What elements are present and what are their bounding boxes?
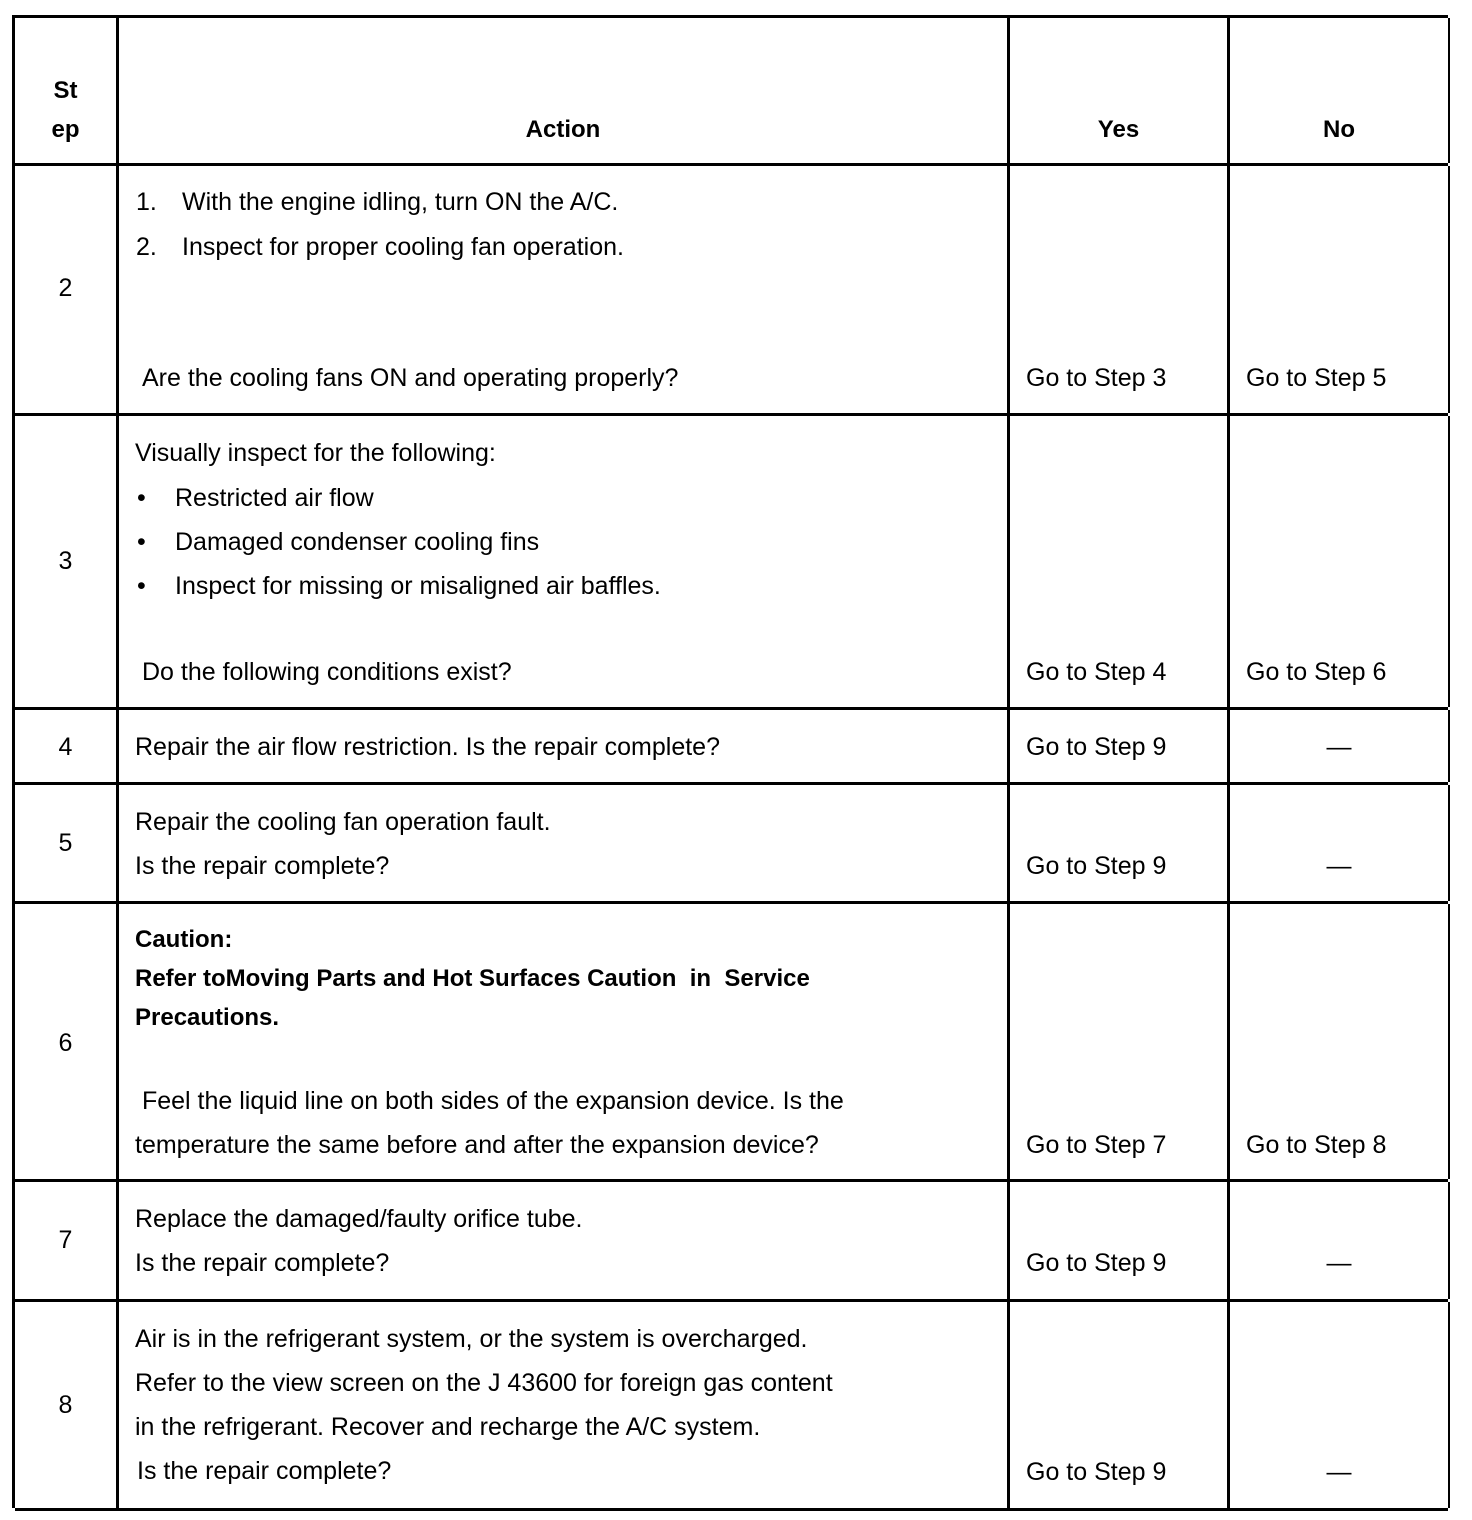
step-number: 7 (58, 1226, 73, 1254)
header-action-cell (119, 18, 1010, 163)
yes-cell (1010, 416, 1230, 707)
header-no: No (1323, 116, 1355, 143)
yes-result: Go to Step 4 (1026, 658, 1167, 686)
question-text: Are the cooling fans ON and operating properly? (142, 364, 679, 392)
action-line: temperature the same before and after the expansion device? (135, 1131, 819, 1159)
header-step-cell (15, 18, 119, 163)
list-number: 1. (136, 188, 157, 216)
step-cell (15, 166, 119, 413)
list-item: Inspect for proper cooling fan operation. (182, 233, 624, 261)
no-cell (1230, 166, 1450, 413)
header-step-line2: ep (51, 116, 80, 143)
yes-result: Go to Step 9 (1026, 852, 1167, 880)
action-line: Is the repair complete? (135, 1249, 390, 1277)
yes-result: Go to Step 9 (1026, 1458, 1167, 1486)
question-text: Do the following conditions exist? (142, 658, 512, 686)
action-line: Is the repair complete? (135, 852, 390, 880)
header-yes-cell (1010, 18, 1230, 163)
action-line: Repair the cooling fan operation fault. (135, 808, 551, 836)
table-row (15, 166, 1448, 416)
no-cell (1230, 1182, 1450, 1299)
bullet: • (137, 572, 146, 600)
no-cell (1230, 710, 1450, 782)
step-number: 2 (58, 274, 73, 302)
table-row (15, 1182, 1448, 1302)
no-result: Go to Step 8 (1246, 1131, 1387, 1159)
no-result: Go to Step 6 (1246, 658, 1387, 686)
table-row (15, 416, 1448, 710)
action-cell (119, 904, 1010, 1179)
step-number: 6 (58, 1029, 73, 1057)
caution-text: Refer toMoving Parts and Hot Surfaces Caution in Service (135, 965, 810, 992)
question-text: Is the repair complete? (137, 1457, 392, 1485)
action-line: Replace the damaged/faulty orifice tube. (135, 1205, 583, 1233)
no-cell (1230, 904, 1450, 1179)
bullet: • (137, 484, 146, 512)
header-action: Action (525, 116, 601, 143)
list-number: 2. (136, 233, 157, 261)
action-cell (119, 166, 1010, 413)
caution-title: Caution: (135, 926, 233, 953)
action-line: in the refrigerant. Recover and recharge the A/C system. (135, 1413, 761, 1441)
step-cell (15, 710, 119, 782)
action-cell (119, 1302, 1010, 1508)
action-text: Repair the air flow restriction. Is the repair complete? (135, 733, 720, 761)
header-step-line1: St (53, 77, 78, 104)
step-number: 4 (58, 733, 73, 761)
header-yes: Yes (1097, 116, 1140, 143)
yes-cell (1010, 1302, 1230, 1508)
no-result: — (1326, 1458, 1352, 1486)
step-number: 5 (58, 829, 73, 857)
yes-cell (1010, 785, 1230, 901)
step-cell (15, 904, 119, 1179)
step-number: 3 (58, 547, 73, 575)
step-cell (15, 1302, 119, 1508)
yes-cell (1010, 904, 1230, 1179)
bullet: • (137, 528, 146, 556)
table-header-row (15, 18, 1448, 166)
action-cell (119, 416, 1010, 707)
no-result: — (1326, 1249, 1352, 1277)
action-line: Feel the liquid line on both sides of the expansion device. Is the (135, 1087, 844, 1115)
action-cell (119, 1182, 1010, 1299)
list-item: Damaged condenser cooling fins (175, 528, 540, 556)
no-result: — (1326, 852, 1352, 880)
step-cell (15, 1182, 119, 1299)
action-cell (119, 785, 1010, 901)
list-item: Restricted air flow (175, 484, 374, 512)
yes-cell (1010, 1182, 1230, 1299)
header-no-cell (1230, 18, 1450, 163)
no-cell (1230, 416, 1450, 707)
step-cell (15, 416, 119, 707)
intro-text: Visually inspect for the following: (135, 439, 496, 467)
list-item: With the engine idling, turn ON the A/C. (182, 188, 619, 216)
yes-result: Go to Step 9 (1026, 1249, 1167, 1277)
step-number: 8 (58, 1391, 73, 1419)
no-cell (1230, 785, 1450, 901)
action-cell (119, 710, 1010, 782)
no-cell (1230, 1302, 1450, 1508)
step-cell (15, 785, 119, 901)
action-line: Refer to the view screen on the J 43600 for foreign gas content (135, 1369, 833, 1397)
table-row (15, 710, 1448, 785)
table-row (15, 1302, 1448, 1511)
table-row (15, 904, 1448, 1182)
yes-result: Go to Step 3 (1026, 364, 1167, 392)
no-result: — (1326, 733, 1352, 761)
table-row (15, 785, 1448, 904)
list-item: Inspect for missing or misaligned air baffles. (175, 572, 661, 600)
yes-cell (1010, 710, 1230, 782)
action-line: Air is in the refrigerant system, or the system is overcharged. (135, 1325, 808, 1353)
yes-result: Go to Step 7 (1026, 1131, 1167, 1159)
diagnostic-table (12, 15, 1448, 1508)
yes-cell (1010, 166, 1230, 413)
caution-text: Precautions. (135, 1004, 280, 1031)
no-result: Go to Step 5 (1246, 364, 1387, 392)
yes-result: Go to Step 9 (1026, 733, 1167, 761)
